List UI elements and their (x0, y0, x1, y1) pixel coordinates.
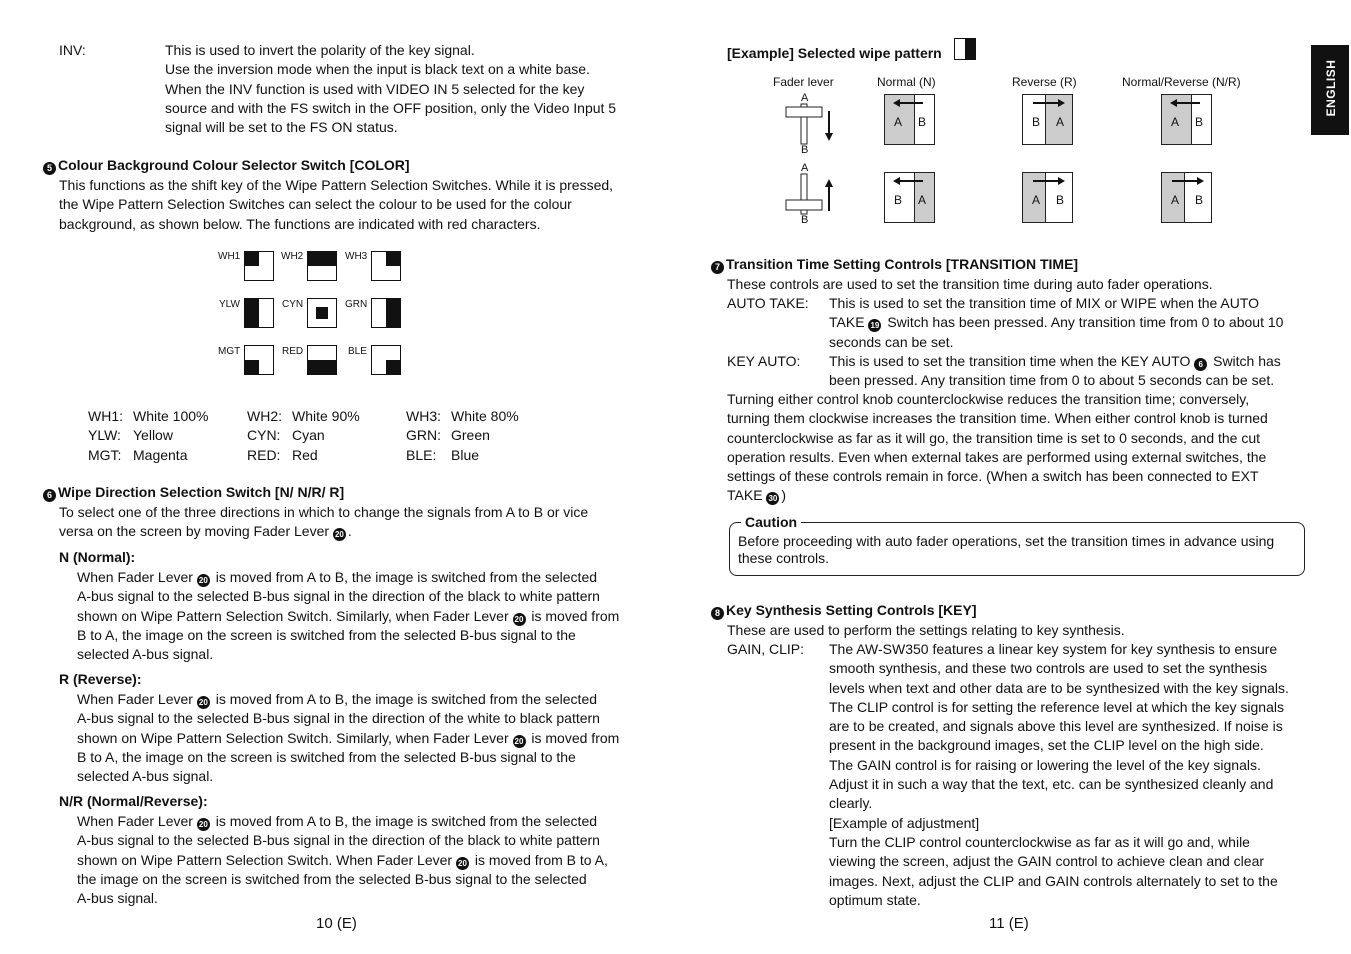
body-text: is moved from A to B, the image is switched from the selected (215, 569, 598, 585)
legend-code: RED: (247, 447, 281, 463)
legend-name: Magenta (133, 447, 188, 463)
body-line (77, 812, 608, 831)
arrow-right-icon (1031, 176, 1065, 186)
fader-label-b: B (801, 214, 809, 226)
bus-a-label: A (894, 115, 903, 129)
body-line: A-bus signal to the selected B-bus signal in the direction of the white to black pattern (77, 710, 600, 727)
bus-b-label: B (918, 115, 927, 129)
swatch-label: WH1 (218, 251, 241, 262)
body-text: is moved from (531, 607, 620, 624)
swatch-label: WH3 (345, 251, 368, 262)
body-line: This is used to set the transition time of MIX or WIPE when the AUTO (829, 295, 1260, 311)
fader-label-a: A (801, 92, 809, 104)
example-title-text: [Example] Selected wipe pattern (727, 45, 942, 61)
section-title: Key Synthesis Setting Controls [KEY] (726, 602, 977, 618)
body-line: images. Next, adjust the CLIP and GAIN controls alternately to set to the (829, 872, 1278, 889)
inv-text (165, 41, 616, 137)
body-line (77, 729, 619, 748)
ref-number-badge: 20 (513, 735, 526, 748)
body-line: A-bus signal to the selected B-bus signal in the direction of the black to white pattern (77, 588, 600, 605)
legend-code: WH3: (406, 408, 441, 424)
section-7-heading (711, 256, 1078, 274)
column-label: Normal/Reverse (N/R) (1122, 75, 1241, 89)
section-5-body (59, 176, 613, 234)
body-line: turning them clockwise increases the transition time. When either control knob is turned (727, 410, 1268, 427)
auto-take-body (829, 294, 1283, 352)
bus-b-label: B (1032, 115, 1041, 129)
swatch-label: BLE (348, 346, 367, 357)
body-line: smooth synthesis, and these two controls are used to set the synthesis (829, 660, 1268, 677)
body-text: TAKE (727, 487, 763, 504)
wipe-nr-down (1161, 94, 1212, 145)
body-text: ) (781, 487, 787, 504)
ref-number-badge: 30 (766, 492, 779, 505)
bus-b-label: B (1195, 115, 1204, 129)
body-line (77, 607, 619, 626)
legend-code: WH2: (247, 408, 282, 424)
swatch-wh1 (244, 251, 274, 281)
section-title: Wipe Direction Selection Switch [N/ N/R/ R] (58, 484, 345, 500)
swatch-label: WH2 (281, 251, 304, 262)
body-text: is moved from B to A, (474, 851, 608, 868)
swatch-label: YLW (219, 299, 240, 310)
body-line: Turn the CLIP control counterclockwise as far as it will go and, while (829, 833, 1250, 850)
section-number-badge: 6 (43, 489, 56, 502)
swatch-label: GRN (345, 299, 368, 310)
inv-label: INV: (59, 42, 86, 58)
swatch-label: RED (282, 346, 304, 357)
body-text: is moved from A to B, the image is switched from the selected (215, 691, 598, 707)
section-5-heading (43, 157, 410, 175)
body-line: present in the background images, set the CLIP level on the high side. (829, 737, 1264, 754)
nr-body (77, 812, 608, 908)
swatch-cyn (307, 298, 337, 328)
fader-label: Fader lever (773, 75, 834, 89)
body-line: Turning either control knob counterclockwise reduces the transition time; conversely, (727, 391, 1250, 407)
body-line: the image on the screen is switched from the selected B-bus signal to the selected (77, 870, 587, 887)
body-text: When Fader Lever (77, 569, 193, 585)
body-text: . (347, 523, 352, 540)
body-text: shown on Wipe Pattern Selection Switch. Similarly, when Fader Lever (77, 729, 509, 746)
n-normal-body (77, 568, 619, 664)
legend-name: Blue (451, 447, 480, 463)
body-line (829, 352, 1281, 371)
legend-code: MGT: (88, 447, 122, 463)
section-8-intro: These are used to perform the settings relating to key synthesis. (727, 622, 1125, 638)
body-line: The AW-SW350 features a linear key system for key synthesis to ensure (829, 641, 1278, 657)
body-line: This functions as the shift key of the Wipe Pattern Selection Switches. While it is pressed, (59, 177, 614, 193)
body-line: the Wipe Pattern Selection Switches can select the colour to be used for the colour (59, 196, 572, 213)
body-line: The CLIP control is for setting the reference level at which the key signals (829, 698, 1284, 715)
inv-line: This is used to invert the polarity of the key signal. (165, 42, 475, 58)
caution-text (738, 533, 1274, 567)
swatch-wh3 (371, 251, 401, 281)
inv-line: Use the inversion mode when the input is black text on a white base. (165, 61, 590, 78)
gain-clip-body (829, 640, 1289, 910)
wipe-pattern-icon (954, 38, 976, 60)
legend-name: White 100% (133, 408, 209, 424)
body-line: To select one of the three directions in which to change the signals from A to B or vice (59, 504, 589, 520)
body-line (829, 313, 1283, 332)
ref-number-badge: 20 (197, 696, 210, 709)
ref-number-badge: 20 (456, 857, 469, 870)
swatch-ylw (244, 298, 274, 328)
key-auto-body (829, 352, 1281, 391)
legend-code: WH1: (88, 408, 123, 424)
body-line: been pressed. Any transition time from 0 to about 5 seconds can be set. (829, 372, 1275, 389)
body-text: versa on the screen by moving Fader Lever (59, 523, 330, 540)
ref-number-badge: 20 (513, 613, 526, 626)
body-line: viewing the screen, adjust the GAIN control to achieve clean and clear (829, 853, 1265, 870)
body-line: B to A, the image on the screen is switched from the selected B-bus signal to the (77, 748, 576, 765)
inv-line: When the INV function is used with VIDEO IN 5 selected for the key (165, 80, 585, 97)
bus-b-label: B (894, 193, 903, 207)
body-line: Before proceeding with auto fader operations, set the transition times in advance using (738, 533, 1275, 549)
legend-name: Red (292, 447, 318, 463)
inv-line: source and with the FS switch in the OFF position, only the Video Input 5 (165, 99, 617, 116)
legend-name: White 80% (451, 408, 519, 424)
bus-b-label: B (1056, 193, 1065, 207)
bus-a-label: A (918, 193, 927, 207)
body-line: Adjust it in such a way that the text, etc. can be synthesized cleanly and (829, 776, 1274, 793)
ref-number-badge: 6 (1194, 358, 1207, 371)
bus-b-label: B (1195, 193, 1204, 207)
key-auto-label: KEY AUTO: (727, 353, 801, 369)
ref-number-badge: 20 (197, 574, 210, 587)
swatch-label: CYN (282, 299, 304, 310)
fader-lever-down-icon (784, 103, 834, 147)
example-title (727, 45, 942, 61)
n-normal-heading: N (Normal): (59, 549, 136, 565)
body-line: background, as shown below. The functions are indicated with red characters. (59, 215, 541, 232)
body-line (727, 486, 1268, 505)
section-7-intro: These controls are used to set the transition time during auto fader operations. (727, 276, 1213, 292)
swatch-label: MGT (218, 346, 241, 357)
nr-heading: N/R (Normal/Reverse): (59, 793, 208, 809)
section-number-badge: 7 (711, 261, 724, 274)
legend-code: GRN: (406, 427, 441, 443)
body-text: Switch has (1213, 353, 1281, 369)
arrow-left-icon (1170, 98, 1204, 108)
body-text: TAKE (829, 314, 865, 331)
body-line: operation results. Even when external takes are performed using external switches, the (727, 448, 1267, 465)
language-tab (1311, 45, 1349, 135)
section-7-body (727, 390, 1268, 506)
column-label: Normal (N) (877, 75, 936, 89)
body-text: Switch has been pressed. Any transition time from 0 to about 10 (887, 314, 1284, 331)
swatch-mgt (244, 345, 274, 375)
auto-take-label: AUTO TAKE: (727, 295, 809, 311)
bus-a-label: A (1171, 193, 1180, 207)
body-text: When Fader Lever (77, 691, 193, 707)
column-label: Reverse (R) (1012, 75, 1077, 89)
body-line: seconds can be set. (829, 333, 954, 350)
page-number: 10 (E) (316, 915, 357, 932)
wipe-nr-up (1161, 172, 1212, 223)
legend-name: Yellow (133, 427, 173, 443)
ref-number-badge: 20 (333, 528, 346, 541)
body-text: is moved from A to B, the image is switched from the selected (215, 813, 598, 829)
section-8-heading (711, 602, 976, 620)
arrow-left-icon (893, 176, 927, 186)
section-title: Transition Time Setting Controls [TRANSITION TIME] (726, 256, 1079, 272)
body-line: clearly. (829, 795, 873, 812)
section-number-badge: 8 (711, 607, 724, 620)
wipe-normal-up (884, 172, 935, 223)
body-line: levels when text and other data are to be synthesized with the key signals. (829, 679, 1289, 696)
r-reverse-heading: R (Reverse): (59, 671, 142, 687)
swatch-red (307, 345, 337, 375)
section-title: Colour Background Colour Selector Switch [COLOR] (58, 157, 410, 173)
legend-code: BLE: (406, 447, 437, 463)
bus-a-label: A (1032, 193, 1041, 207)
section-6-intro (59, 503, 588, 542)
body-text: is moved from (531, 729, 620, 746)
fader-label-b: B (801, 144, 809, 156)
bus-a-label: A (1171, 115, 1180, 129)
arrow-right-icon (1170, 176, 1204, 186)
wipe-reverse-down (1022, 94, 1073, 145)
wipe-reverse-up (1022, 172, 1073, 223)
fader-label-a: A (801, 162, 809, 174)
arrow-left-icon (893, 98, 927, 108)
inv-line: signal will be set to the FS ON status. (165, 119, 398, 136)
legend-name: White 90% (292, 408, 360, 424)
swatch-wh2 (307, 251, 337, 281)
body-line: selected A-bus signal. (77, 768, 214, 785)
caution-title: Caution (741, 514, 801, 530)
body-line: [Example of adjustment] (829, 814, 980, 831)
legend-name: Cyan (292, 427, 325, 443)
legend-code: YLW: (88, 427, 121, 443)
body-line: A-bus signal. (77, 890, 158, 907)
wipe-normal-down (884, 94, 935, 145)
section-number-badge: 5 (43, 162, 56, 175)
body-line: are to be created, and signals above this level are synthesized. If noise is (829, 718, 1283, 735)
swatch-grn (371, 298, 401, 328)
body-text: When Fader Lever (77, 813, 193, 829)
swatch-ble (371, 345, 401, 375)
body-line: these controls. (738, 550, 830, 566)
body-text: shown on Wipe Pattern Selection Switch. Similarly, when Fader Lever (77, 607, 509, 624)
body-line (77, 690, 619, 709)
body-text: shown on Wipe Pattern Selection Switch. When Fader Lever (77, 851, 453, 868)
language-tab-label: ENGLISH (1324, 59, 1338, 117)
bus-a-label: A (1056, 115, 1065, 129)
fader-lever-up-icon (784, 173, 834, 217)
body-line: selected A-bus signal. (77, 646, 214, 663)
r-reverse-body (77, 690, 619, 786)
body-line: optimum state. (829, 891, 921, 908)
body-line: The GAIN control is for raising or lowering the level of the key signals. (829, 756, 1261, 773)
body-line: counterclockwise as far as it will go, the transition time is set to 0 seconds, and the cut (727, 429, 1261, 446)
legend-code: CYN: (247, 427, 281, 443)
body-line (59, 522, 588, 541)
body-line: settings of these controls remain in force. (When a switch has been connected to EXT (727, 468, 1259, 485)
body-line (77, 851, 608, 870)
gain-clip-label: GAIN, CLIP: (727, 641, 805, 657)
legend-name: Green (451, 427, 490, 443)
page-number: 11 (E) (989, 915, 1029, 932)
ref-number-badge: 19 (868, 319, 881, 332)
ref-number-badge: 20 (197, 818, 210, 831)
arrow-right-icon (1031, 98, 1065, 108)
body-line: A-bus signal to the selected B-bus signal in the direction of the black to white pattern (77, 832, 600, 849)
section-6-heading (43, 484, 344, 502)
body-line: B to A, the image on the screen is switched from the selected B-bus signal to the (77, 626, 576, 643)
body-line (77, 568, 619, 587)
body-text: This is used to set the transition time when the KEY AUTO (829, 353, 1191, 369)
